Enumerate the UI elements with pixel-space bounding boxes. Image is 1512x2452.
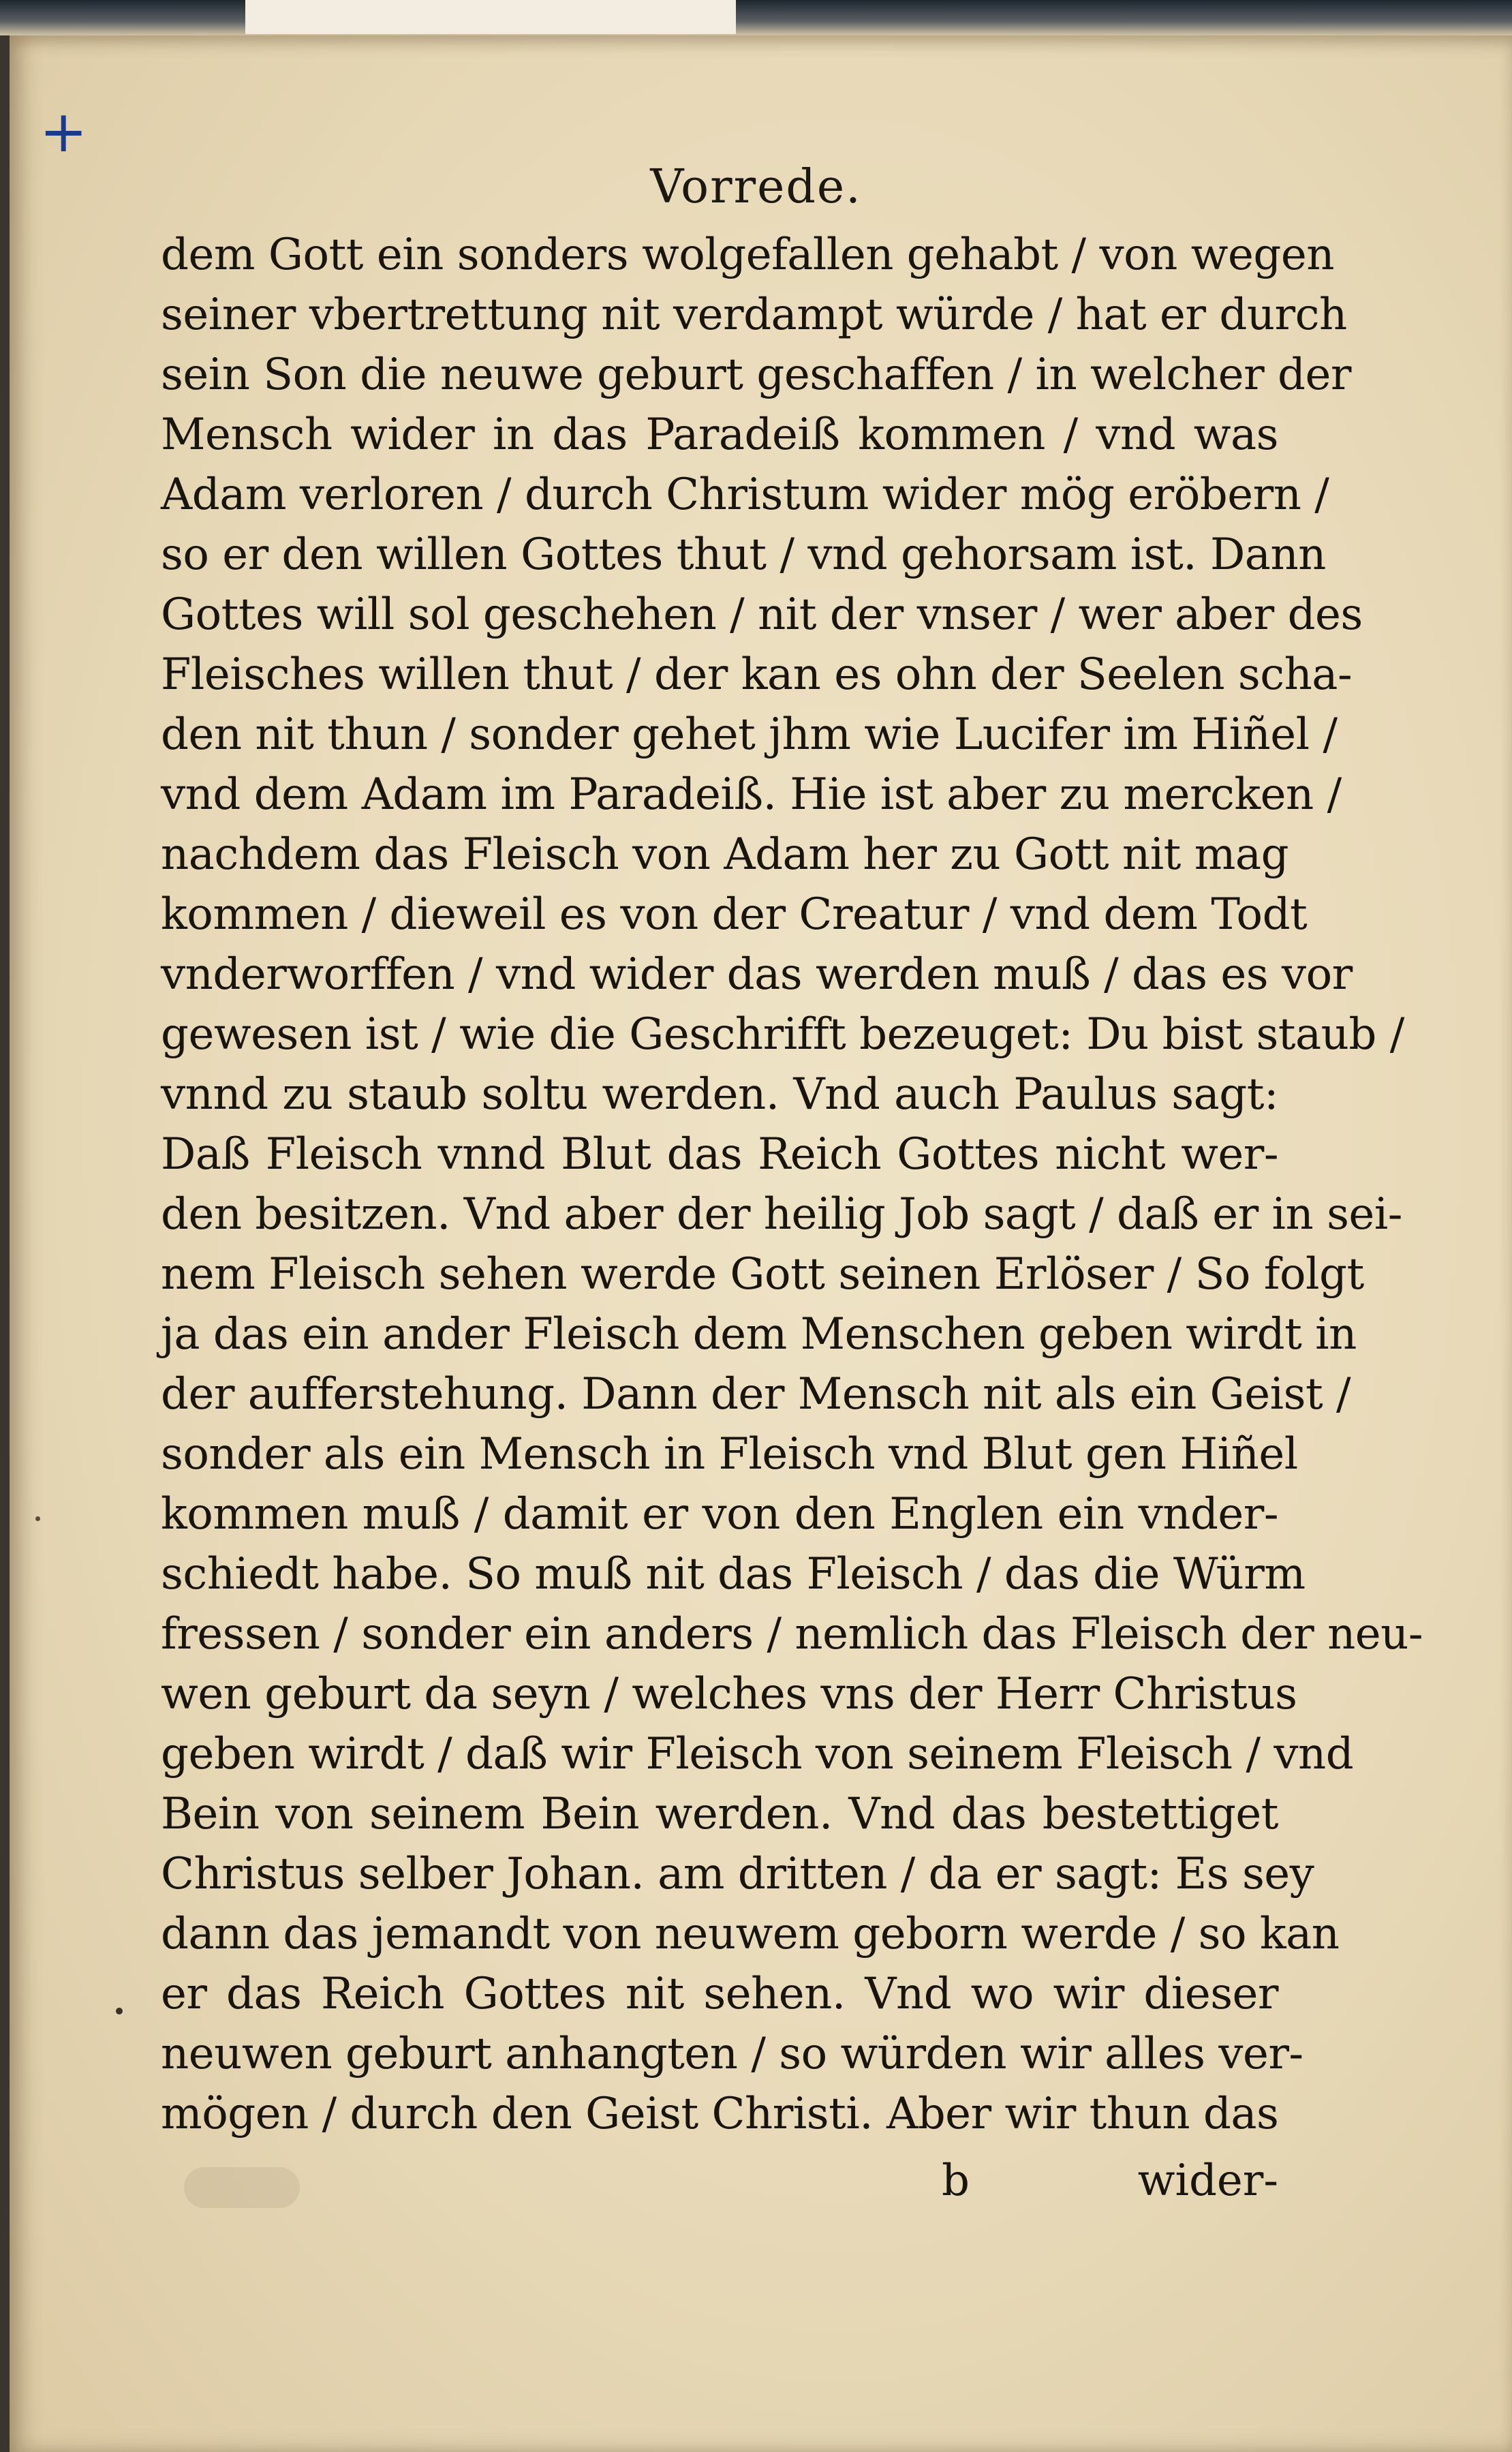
text-line: Christus selber Johan. am dritten / da er sagt: Es sey (161, 1849, 1314, 1899)
text-line: nem Fleisch sehen werde Gott seinen Erlöser / So folgt (161, 1249, 1364, 1300)
text-line: wen geburt da seyn / welches vns der Herr Christus (161, 1669, 1297, 1719)
text-line: ja das ein ander Fleisch dem Menschen geben wirdt in (161, 1309, 1357, 1360)
text-line: Mensch wider in das Paradeiß kommen / vnd was (161, 410, 1278, 460)
text-line: Adam verloren / durch Christum wider mög eröbern / (161, 470, 1329, 520)
signature-mark: b (942, 2156, 970, 2206)
text-line: den nit thun / sonder gehet jhm wie Lucifer im Hiñel / (161, 709, 1338, 760)
text-line: Bein von seinem Bein werden. Vnd das bestettiget (161, 1789, 1278, 1839)
text-line: schiedt habe. So muß nit das Fleisch / das die Würm (161, 1549, 1306, 1599)
text-line: so er den willen Gottes thut / vnd gehorsam ist. Dann (161, 530, 1326, 580)
text-line: geben wirdt / daß wir Fleisch von seinem Fleisch / vnd (161, 1729, 1354, 1779)
text-line: dem Gott ein sonders wolgefallen gehabt / von wegen (161, 230, 1334, 280)
text-line: Fleisches willen thut / der kan es ohn der Seelen scha- (161, 649, 1353, 700)
margin-pen-mark: + (40, 98, 88, 165)
ink-speck (116, 2008, 123, 2014)
text-line: vnderworffen / vnd wider das werden muß / das es vor (161, 949, 1353, 1000)
scan-top-edge (0, 0, 1512, 35)
text-line: gewesen ist / wie die Geschrifft bezeuget: Du bist staub / (161, 1009, 1404, 1060)
text-line: vnd dem Adam im Paradeiß. Hie ist aber zu mercken / (161, 769, 1342, 820)
page-footer (161, 2150, 1278, 2211)
body-text (161, 225, 1423, 2144)
text-line: mögen / durch den Geist Christi. Aber wir thun das (161, 2089, 1279, 2139)
running-header: Vorrede. (650, 160, 862, 214)
text-line: vnnd zu staub soltu werden. Vnd auch Paulus sagt: (161, 1069, 1278, 1120)
facing-page-edge (245, 0, 736, 34)
text-line: den besitzen. Vnd aber der heilig Job sagt / daß er in sei- (161, 1189, 1402, 1240)
ink-speck (35, 1516, 40, 1521)
text-line: seiner vbertrettung nit verdampt würde / hat er durch (161, 290, 1347, 340)
text-line: Daß Fleisch vnnd Blut das Reich Gottes nicht wer- (161, 1129, 1278, 1180)
text-line: nachdem das Fleisch von Adam her zu Gott nit mag (161, 829, 1289, 880)
text-line: fressen / sonder ein anders / nemlich das Fleisch der neu- (161, 1609, 1423, 1659)
text-line: sein Son die neuwe geburt geschaffen / in welcher der (161, 350, 1351, 400)
text-line: kommen / dieweil es von der Creatur / vnd dem Todt (161, 889, 1308, 940)
text-line: neuwen geburt anhangten / so würden wir alles ver- (161, 2029, 1303, 2079)
catchword: wider- (1137, 2156, 1278, 2206)
text-line: sonder als ein Mensch in Fleisch vnd Blut gen Hiñel (161, 1429, 1298, 1480)
text-line: er das Reich Gottes nit sehen. Vnd wo wir dieser (161, 1969, 1278, 2019)
text-line: Gottes will sol geschehen / nit der vnser / wer aber des (161, 589, 1363, 640)
text-line: der aufferstehung. Dann der Mensch nit als ein Geist / (161, 1369, 1351, 1420)
text-line: dann das jemandt von neuwem geborn werde / so kan (161, 1909, 1340, 1959)
text-line: kommen muß / damit er von den Englen ein vnder- (161, 1489, 1278, 1539)
